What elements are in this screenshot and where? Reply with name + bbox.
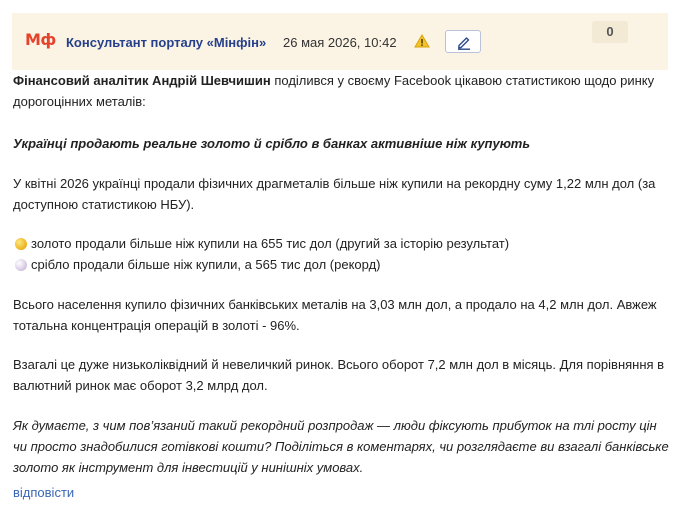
author-link[interactable]: Консультант порталу «Мінфін» <box>66 35 267 50</box>
pencil-icon <box>456 34 472 50</box>
reply-link[interactable]: відповісти <box>13 485 75 500</box>
list-item-text: срібло продали більше ніж купили, а 565 тис дол (рекорд) <box>31 257 381 272</box>
post-date: 26 мая 2026, 10:42 <box>283 35 397 50</box>
warning-icon[interactable] <box>414 34 430 48</box>
list-item <box>13 254 669 275</box>
intro-author: Фінансовий аналітик Андрій Шевчишин <box>13 73 271 88</box>
post-paragraph-2: Всього населення купило фізичних банківських металів на 3,03 млн дол, а продало на 4,2 млн дол. Авжеж тотальна концентрація операцій в золоті - 96%. <box>13 297 657 333</box>
silver-dot-icon <box>15 259 27 271</box>
post-paragraph-3: Взагалі це дуже низьколіквідний й невеличкий ринок. Всього оборот 7,2 млн дол в місяць. Для порівняння в валютний ринок має оборот 3,2 млрд дол. <box>13 357 665 393</box>
metals-list <box>13 233 669 275</box>
post-header <box>12 13 668 70</box>
list-item <box>13 233 669 254</box>
minfin-logo: Мф <box>25 30 56 49</box>
post-question: Як думаєте, з чим пов’язаний такий рекордний розпродаж — люди фіксують прибуток на тлі росту цін чи просто знадобилися готівкові кошти? Поділіться в коментарях, чи розглядаєте ви взагалі банківське золото як інструмент для інвестицій у нинішніх умовах. <box>13 418 669 475</box>
list-item-text: золото продали більше ніж купили на 655 тис дол (другий за історію результат) <box>31 236 510 251</box>
post-paragraph-1: У квітні 2026 українці продали фізичних драгметалів більше ніж купили на рекордну суму 1,22 млн дол (за доступною статистикою НБУ). <box>13 176 656 212</box>
edit-button[interactable] <box>445 30 481 53</box>
intro-text: поділився у своєму Facebook цікавою статистикою щодо ринку дорогоцінних металів: <box>13 73 655 109</box>
gold-dot-icon <box>15 238 27 250</box>
rating-counter: 0 <box>592 21 628 43</box>
post-intro <box>13 70 669 112</box>
post-headline: Українці продають реальне золото й срібло в банках активніше ніж купують <box>13 136 531 151</box>
